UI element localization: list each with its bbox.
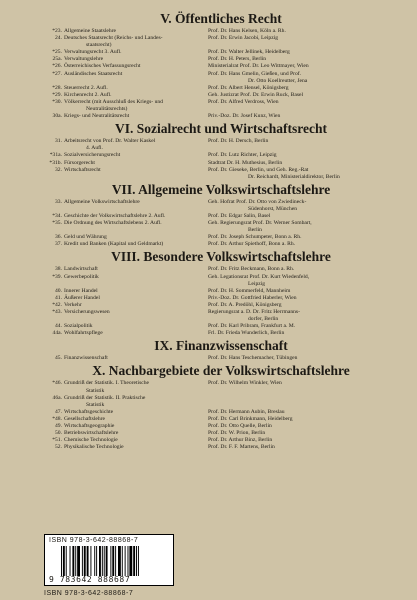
isbn-barcode-box (44, 534, 174, 586)
entry-title-line: 4. Aufl. (86, 145, 103, 152)
catalog-entry (42, 380, 400, 394)
entry-title-line: Deutsches Staatsrecht (Reichs- und Landes- (64, 35, 163, 42)
entry-author-line: Prof. Dr. Arthur Spiethoff, Bonn a. Rh. (208, 241, 296, 248)
barcode-bar (84, 546, 86, 576)
entry-number: 45. (55, 355, 62, 362)
entry-number: *51. (52, 437, 62, 444)
entry-title (64, 430, 118, 437)
entry-author-line: Geh. Justizrat Prof. Dr. Erwin Ruck, Basel (208, 91, 304, 98)
entry-title-line: Landwirtschaft (64, 266, 98, 273)
entry-title-line: Verwaltungsrecht 3. Aufl. (64, 49, 122, 56)
entry-author (208, 416, 293, 423)
entry-title (64, 138, 155, 152)
section-title: VII. Allgemeine Volkswirtschaftslehre (111, 181, 331, 197)
entry-title-line: Grundriß der Statistik. II. Praktische (64, 394, 146, 401)
entry-title (64, 309, 110, 316)
catalog-entry (42, 85, 400, 92)
entry-number: 44. (55, 323, 62, 330)
entry-author-line: Prof. Dr. H. Dersch, Berlin (208, 138, 269, 145)
entry-number: *25. (52, 49, 62, 56)
entry-number: 47. (55, 408, 62, 415)
entry-author-line: Prof. Dr. Joseph Schumpeter, Bonn a. Rh. (208, 234, 302, 241)
entry-title-line: Versicherungswesen (64, 309, 110, 315)
entry-title-line: Wirtschaftsgeographie (64, 423, 115, 430)
entry-author (208, 152, 277, 159)
entry-title-line: Physikalische Technologie (64, 444, 124, 451)
entry-title-line: Kredit und Banken (Kapital und Geldmarkt) (64, 241, 164, 248)
entry-author-line: Geh. Hofrat Prof. Dr. Otto von Zwiedineck- (208, 198, 307, 205)
entry-title (64, 49, 121, 56)
entry-author (208, 92, 303, 99)
catalog-entry (42, 160, 400, 167)
entry-author (208, 220, 312, 234)
entry-author-line: Prof. Dr. Alfred Verdross, Wien (208, 98, 279, 105)
entry-number: 36. (55, 234, 62, 241)
entry-number: 50. (55, 430, 62, 437)
barcode-bar (87, 546, 89, 576)
entry-title (64, 113, 129, 120)
catalog-entry (42, 274, 400, 288)
entry-author-line: Prof. Dr. H. Peters, Berlin (208, 56, 267, 63)
entry-title-line: Innerer Handel (64, 287, 98, 294)
entry-author-line: Prof. Dr. Walter Jellinek, Heidelberg (208, 49, 290, 56)
entry-author (208, 241, 295, 248)
entry-author-line: Frl. Dr. Frieda Wunderlich, Berlin (208, 330, 285, 337)
entry-author (208, 295, 297, 302)
barcode-bar (125, 546, 126, 576)
catalog-entry (42, 92, 400, 99)
entry-title (64, 380, 149, 394)
barcode-bar (112, 546, 114, 576)
barcode-bar (122, 546, 123, 576)
entry-author (208, 309, 300, 323)
entry-title-line: Wohlfahrtspflege (64, 330, 103, 337)
catalog-entry (42, 167, 400, 181)
entry-author (208, 63, 309, 70)
entry-number: *46. (52, 380, 62, 387)
entry-number: *35. (52, 220, 62, 227)
entry-title (64, 444, 124, 451)
barcode-bar (77, 546, 80, 576)
entry-author-line: Prof. Dr. Lutz Richter, Leipzig (208, 152, 277, 159)
catalog-entry (42, 266, 400, 273)
catalog-entry (42, 138, 400, 152)
entry-author (208, 409, 285, 416)
entry-title (64, 416, 105, 423)
entry-title-line: Sozialpolitik (64, 323, 93, 330)
entry-number: *48. (52, 415, 62, 422)
entry-author-line: Prof. Dr. F. F. Martens, Berlin (208, 444, 275, 451)
catalog-entry (42, 395, 400, 409)
entry-title (64, 330, 103, 337)
section-title: IX. Finanzwissenschaft (154, 338, 288, 354)
entry-title (64, 241, 163, 248)
entry-title-line: Ausländisches Staatsrecht (64, 70, 123, 77)
entry-title-line: Chemische Technologie (64, 437, 118, 444)
entry-author-line: Priv.-Doz. Dr. Josef Kunz, Wien (208, 113, 281, 120)
catalog-entry (42, 241, 400, 248)
barcode-bar (136, 546, 137, 576)
entry-author (208, 288, 290, 295)
catalog-entry (42, 295, 400, 302)
entry-title (64, 437, 118, 444)
entry-number: 41. (55, 294, 62, 301)
entry-title-line: Österreichisches Verfassungsrecht (64, 63, 141, 70)
catalog-entry (42, 355, 400, 362)
entry-author-line: Berlin (248, 227, 262, 234)
barcode-bar (102, 546, 103, 576)
entry-author-line: Prof. Dr. Carl Brinkmann, Heidelberg (208, 415, 293, 422)
entry-author-line: Ministerialrat Prof. Dr. Leo Wittmayer, Wien (208, 63, 309, 70)
entry-author (208, 160, 282, 167)
entry-author-line: Prof. Dr. Hermann Aubin, Breslau (208, 408, 285, 415)
entry-author (208, 274, 309, 288)
entry-author (208, 355, 297, 362)
entry-number: 37. (55, 241, 62, 248)
entry-author-line: Prof. Dr. Hans Teschemacher, Tübingen (208, 355, 298, 362)
barcode-bar (94, 546, 95, 576)
section-title: V. Öffentliches Recht (160, 11, 282, 26)
entry-author-line: Prof. Dr. Edgar Salin, Basel (208, 212, 271, 219)
entry-title-line: Geschichte der Volkswirtschaftslehre 2. Aufl. (64, 212, 166, 219)
entry-author (208, 213, 270, 220)
barcode-bar (110, 546, 111, 576)
entry-author-line: Prof. Dr. Arthur Binz, Berlin (208, 437, 273, 444)
catalog-entry (42, 220, 400, 234)
entry-author (208, 199, 306, 213)
entry-author-line: Prof. Dr. H. Sommerfeld, Mannheim (208, 287, 291, 294)
entry-number: *43. (52, 309, 62, 315)
entry-title-line: Verwaltungslehre (64, 56, 104, 63)
entry-number: 25a. (52, 56, 62, 63)
entry-title-line: Steuerrecht 2. Aufl. (64, 84, 108, 91)
entry-title-line: Allgemeine Volkswirtschaftslehre (64, 198, 140, 205)
entry-title-line: Wirtschaftsrecht (64, 166, 101, 173)
barcode-bar (63, 546, 65, 576)
entry-title (64, 302, 82, 309)
barcode-bar (115, 546, 116, 576)
entry-title (64, 85, 108, 92)
entry-number: 24. (55, 35, 62, 42)
entry-number: *28. (52, 84, 62, 91)
entry-title-line: Betriebswirtschaftslehre (64, 430, 119, 437)
entry-title (64, 63, 140, 70)
entry-title-line: Allgemeine Staatslehre (64, 28, 117, 34)
entry-title (64, 395, 145, 409)
entry-title (64, 160, 95, 167)
entry-number: 44a. (52, 330, 62, 337)
entry-author (208, 167, 340, 181)
entry-author-line: Dr. Otto Koellreutter, Jena (248, 77, 308, 84)
catalog-entry (42, 199, 400, 213)
catalog-entry (42, 444, 400, 451)
entry-author-line: Prof. Dr. Gieseke, Berlin, und Geh. Reg.-Rat (208, 166, 309, 173)
barcode-icon (59, 546, 169, 576)
barcode-bar (82, 546, 83, 576)
entry-author (208, 444, 275, 451)
entry-number: *30. (52, 98, 62, 105)
entry-title (64, 152, 120, 159)
barcode-bar (133, 546, 135, 576)
entry-title (64, 167, 101, 174)
barcode-bar (96, 546, 97, 576)
entry-author-line: Prof. Dr. A. Predöhl, Königsberg (208, 301, 282, 308)
entry-author-line: Prof. Dr. Hans Kelsen, Köln a. Rh. (208, 28, 286, 34)
entry-author (208, 113, 280, 120)
entry-number: *26. (52, 63, 62, 70)
entry-author (208, 266, 294, 273)
entry-number: 49. (55, 423, 62, 430)
catalog-entry (42, 99, 400, 113)
catalog-entry (42, 288, 400, 295)
barcode-bar (61, 546, 62, 576)
entry-author-line: dorfer, Berlin (248, 316, 279, 323)
catalog-entry (42, 416, 400, 423)
entry-number: 52. (55, 444, 62, 451)
entry-author-line: Stadtrat Dr. H. Muthesius, Berlin (208, 159, 283, 166)
entry-title (64, 35, 162, 49)
entry-number: *39. (52, 273, 62, 280)
entry-number: 40. (55, 287, 62, 294)
entry-author-line: Geh. Regierungsrat Prof. Dr. Werner Sombart, (208, 220, 312, 227)
catalog-entry (42, 35, 400, 49)
entry-title-line: Statistik (86, 401, 105, 408)
barcode-bar (128, 546, 129, 576)
entry-author (208, 85, 289, 92)
entry-author (208, 330, 284, 337)
entry-number: *27. (52, 70, 62, 77)
entry-author-line: Priv.-Doz. Dr. Gottfried Haberler, Wien (208, 294, 297, 301)
section-title: VIII. Besondere Volkswirtschaftslehre (111, 249, 331, 265)
entry-author (208, 380, 282, 387)
entry-author-line: Prof. Dr. Erwin Jacobi, Leipzig (208, 35, 279, 42)
entry-title-line: Neutralitätsrechts) (86, 106, 128, 113)
entry-author-line: Regierungsrat a. D. Dr. Fritz Herrmanns- (208, 309, 300, 315)
entry-title-line: staatsrecht) (86, 42, 112, 49)
entry-author (208, 323, 295, 330)
catalog-entry (42, 409, 400, 416)
entry-author-line: Prof. Dr. Karl Pribram, Frankfurt a. M. (208, 323, 296, 330)
barcode-bar (138, 546, 139, 576)
entry-number: 31. (55, 138, 62, 145)
entry-title (64, 355, 108, 362)
entry-title-line: Grundriß der Statistik. I. Theoretische (64, 380, 150, 387)
catalog-entry (42, 330, 400, 337)
barcode-bar (90, 546, 91, 576)
entry-title-line: Äußerer Handel (64, 294, 100, 301)
entry-title-line: Kriegs- und Neutralitätsrecht (64, 113, 130, 120)
entry-title (64, 288, 98, 295)
entry-author-line: Prof. Dr. Fritz Beckmann, Bonn a. Rh. (208, 266, 295, 273)
entry-author (208, 302, 282, 309)
entry-author (208, 71, 307, 85)
entry-author (208, 35, 278, 42)
catalog-entry (42, 152, 400, 159)
catalog-entry (42, 71, 400, 85)
catalog-entry (42, 302, 400, 309)
entry-number: *31b. (49, 159, 62, 166)
entry-title-line: Kirchenrecht 2. Aufl. (64, 91, 112, 98)
entry-title (64, 266, 98, 273)
entry-title-line: Gesellschaftslehre (64, 415, 106, 422)
entry-author-line: Prof. Dr. Albert Hensel, Königsberg (208, 84, 289, 91)
isbn-bottom-text: ISBN 978-3-642-88868-7 (44, 590, 134, 597)
barcode-bar (104, 546, 105, 576)
entry-number: *29. (52, 91, 62, 98)
catalog-entry (42, 113, 400, 120)
entry-author-line: Prof. Dr. Hans Gmelin, Gießen, und Prof. (208, 70, 302, 77)
barcode-bar (70, 546, 71, 576)
entry-title-line: Gewerbepolitik (64, 273, 99, 280)
barcode-bar (106, 546, 108, 576)
entry-title (64, 71, 122, 78)
catalog-entry (42, 213, 400, 220)
entry-author-line: Leipzig (248, 280, 266, 287)
entry-author-line: Prof. Dr. Otto Quelle, Berlin (208, 423, 272, 430)
entry-title (64, 220, 162, 227)
barcode-bar (99, 546, 101, 576)
entry-number: 32. (55, 166, 62, 173)
entry-title (64, 92, 112, 99)
entry-title-line: Sozialversicherungsrecht (64, 152, 121, 159)
entry-title (64, 295, 100, 302)
entry-number: 33. (55, 198, 62, 205)
entry-number: 46a. (52, 394, 62, 401)
entry-number: *34. (52, 212, 62, 219)
barcode-bar (72, 546, 74, 576)
entry-title (64, 199, 140, 206)
barcode-bar (118, 546, 121, 576)
entry-number: 30a. (52, 113, 62, 120)
catalog-entry (42, 309, 400, 323)
isbn-top-text: ISBN 978-3-642-88868-7 (49, 537, 139, 544)
barcode-bar (66, 546, 67, 576)
entry-number: 38. (55, 266, 62, 273)
entry-title-line: Arbeitsrecht von Prof. Dr. Walter Kaskel (64, 138, 156, 145)
entry-number: *42. (52, 301, 62, 308)
entry-author-line: Geh. Legationsrat Prof. Dr. Kurt Wiedenfeld, (208, 273, 310, 280)
entry-title-line: Die Ordnung des Wirtschaftslebens 2. Aufl. (64, 220, 162, 227)
entry-title (64, 99, 163, 113)
entry-author-line: Dr. Reichardt, Ministerialdirektor, Berlin (248, 173, 340, 180)
section-title: VI. Sozialrecht und Wirtschaftsrecht (115, 121, 327, 137)
entry-title (64, 409, 113, 416)
entry-author (208, 138, 268, 145)
series-catalog (42, 10, 400, 451)
entry-title-line: Fürsorgerecht (64, 159, 95, 166)
entry-title-line: Wirtschaftsgeschichte (64, 408, 114, 415)
entry-title (64, 213, 165, 220)
entry-title (64, 274, 99, 281)
barcode-bar (75, 546, 76, 576)
section-title: X. Nachbargebiete der Volkswirtschaftslehre (92, 363, 350, 379)
catalog-entry (42, 63, 400, 70)
entry-title-line: Statistik (86, 387, 105, 394)
entry-title-line: Verkehr (64, 301, 82, 308)
entry-author-line: Südenhorst, München (248, 205, 298, 212)
isbn-barcode-digits: 9 783642 888687 (49, 575, 131, 584)
entry-title-line: Völkerrecht (mit Ausschluß des Kriegs- und (64, 98, 163, 105)
entry-author-line: Prof. Dr. Wilhelm Winkler, Wien (208, 380, 282, 387)
entry-number: *23. (52, 28, 62, 34)
barcode-bar (129, 546, 132, 576)
entry-number: *31a. (49, 152, 62, 159)
entry-title-line: Finanzwissenschaft (64, 355, 108, 362)
entry-author (208, 99, 279, 106)
entry-title-line: Geld und Währung (64, 234, 107, 241)
entry-author-line: Prof. Dr. W. Prion, Berlin (208, 430, 266, 437)
